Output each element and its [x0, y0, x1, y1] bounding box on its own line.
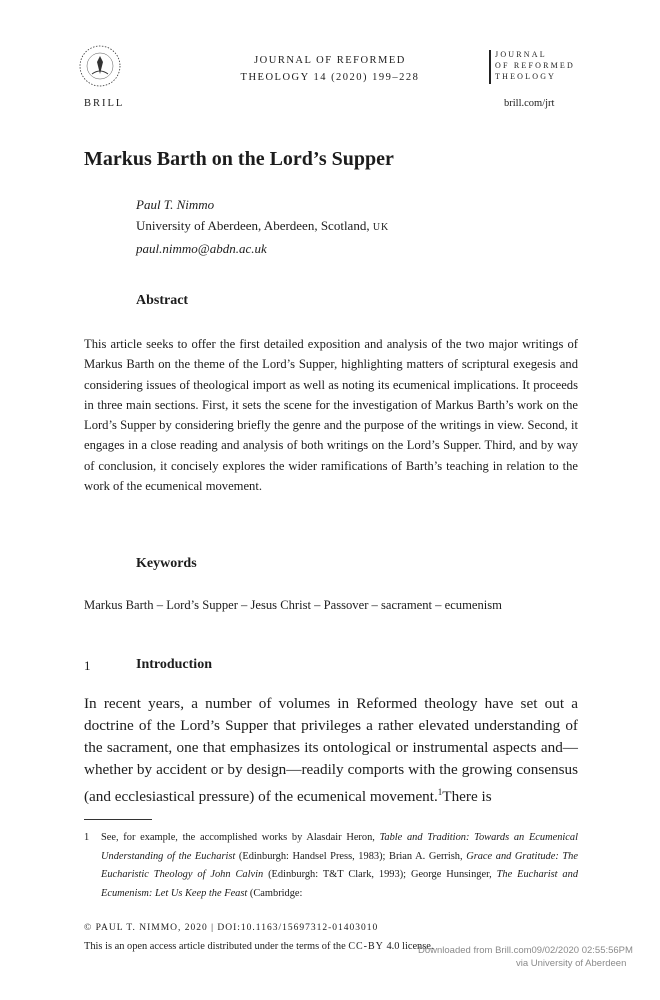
- footnote-number: 1: [84, 832, 90, 843]
- journal-logo-line: JOURNAL: [495, 50, 547, 59]
- introduction-text: In recent years, a number of volumes in Reformed theology have set out a doctrine of the Lord’s Supper that privileges a rather elevated understanding of the sacrament, one that emphasizes its ontological or instrumental aspects and—whether by accident or by design—readily comports with the growing consensus (and ecclesiastical pressure) of the ecumenical movement.: [84, 695, 578, 806]
- author-affiliation: [136, 215, 389, 238]
- footnote-segment: (Edinburgh: T&T Clark, 1993); George Hunsinger,: [263, 869, 497, 880]
- publisher-name: BRILL: [84, 98, 125, 109]
- introduction-paragraph: [84, 693, 578, 808]
- footnote-book-title: The Eucharist and Ecumenism: Let Us Keep the Feast: [101, 869, 579, 899]
- article-title: Markus Barth on the Lord’s Supper: [84, 148, 394, 170]
- author-block: [136, 194, 389, 259]
- journal-logo-line: THEOLOGY: [495, 72, 557, 81]
- journal-citation-line2: THEOLOGY 14 (2020) 199–228: [240, 72, 420, 83]
- footnote-segment: (Edinburgh: Handsel Press, 1983); Brian A. Gerrish,: [235, 850, 467, 862]
- license-cc: CC-BY: [348, 941, 384, 952]
- brill-seal-logo: [78, 44, 122, 88]
- keywords-list: Markus Barth – Lord’s Supper – Jesus Christ – Passover – sacrament – ecumenism: [84, 598, 502, 612]
- footnote-reference-link[interactable]: 1: [437, 787, 443, 797]
- section-number: 1: [84, 658, 91, 673]
- affiliation-text: University of Aberdeen, Aberdeen, Scotland,: [136, 218, 373, 233]
- keywords-heading: Keywords: [136, 556, 197, 571]
- license-text: This is an open access article distributed under the terms of the: [84, 941, 349, 952]
- footnote-book-title: Table and Tradition: Towards an Ecumenical Understanding of the Eucharist: [101, 832, 578, 862]
- license-text-end: 4.0 license.: [383, 941, 434, 952]
- footnote-divider: [84, 819, 152, 820]
- journal-logo: [489, 50, 589, 88]
- footnote-book-title: Grace and Gratitude: The Eucharistic Theology of John Calvin: [101, 850, 578, 880]
- author-email-link[interactable]: paul.nimmo@abdn.ac.uk: [136, 241, 267, 256]
- introduction-text-continued: There is: [442, 788, 492, 806]
- journal-logo-line: OF REFORMED: [495, 61, 575, 70]
- author-name: Paul T. Nimmo: [136, 197, 215, 212]
- abstract-heading: Abstract: [136, 293, 189, 308]
- footnote-segment: (Cambridge:: [247, 887, 303, 899]
- institution-watermark: via University of Aberdeen: [516, 958, 627, 969]
- footnote: [84, 829, 578, 903]
- footnote-text: [101, 829, 578, 903]
- journal-url-link[interactable]: brill.com/jrt: [504, 98, 555, 109]
- download-watermark: Downloaded from Brill.com09/02/2020 02:55:56PM: [418, 945, 633, 956]
- footnote-segment: See, for example, the accomplished works by Alasdair Heron,: [101, 832, 380, 843]
- introduction-heading: Introduction: [136, 657, 212, 672]
- abstract-text: This article seeks to offer the first detailed exposition and analysis of the two major writings of Markus Barth on the theme of the Lord’s Supper, highlighting matters of scriptural exegesis and considering issues of theological import as well as noting its ecumenical implications. It proceeds in three main sections. First, it sets the scene for the investigation of Markus Barth’s work on the Lord’s Supper by considering briefly the genre and the purpose of the writings in view. Second, it engages in a close reading and analysis of both writings on the Lord’s Supper. Third, and by way of conclusion, it concisely explores the wider ramifications of Barth’s teaching in relation to the work of the ecumenical movement.: [84, 337, 578, 494]
- affiliation-country: UK: [372, 222, 390, 233]
- journal-citation-line1: JOURNAL OF REFORMED: [254, 55, 406, 66]
- license-notice: [84, 941, 434, 952]
- journal-citation: [200, 52, 460, 86]
- copyright-doi: © PAUL T. NIMMO, 2020 | DOI:10.1163/15697312-01403010: [84, 923, 379, 933]
